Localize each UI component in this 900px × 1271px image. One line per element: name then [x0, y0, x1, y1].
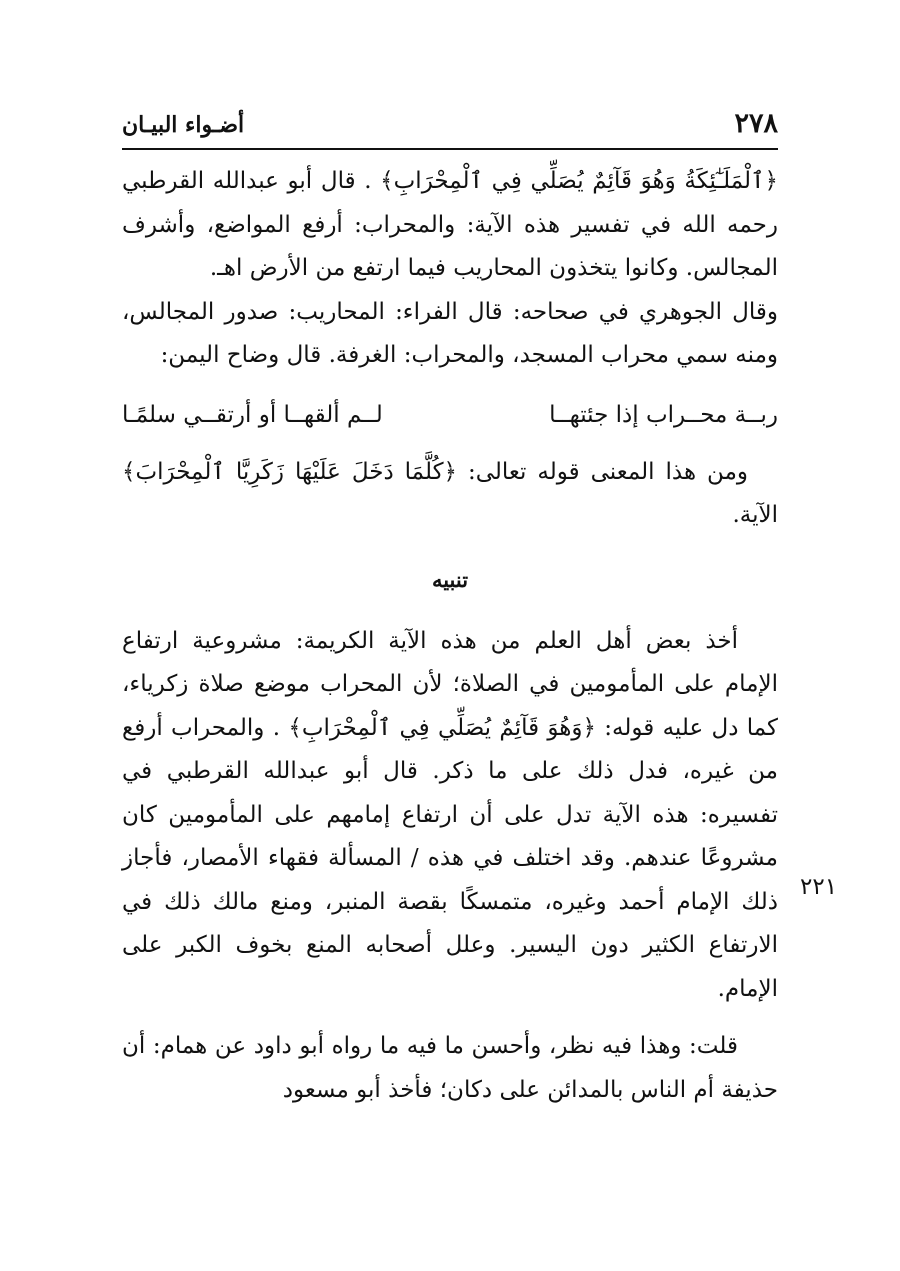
paragraph-jawhari-quote: وقال الجوهري في صحاحه: قال الفراء: المحاريب: صدور المجالس، ومنه سمي محراب المسجد، والمحراب: الغرفة. قال وضاح اليمن: — [122, 298, 778, 368]
page-number: ٢٧٨ — [734, 108, 778, 139]
paragraph-notice: أخذ بعض أهل العلم من هذه الآية الكريمة: مشروعية ارتفاع الإمام على المأمومين في الصلاة؛ لأن المحراب موضع صلاة زكرياء، كما دل عليه قوله: ﴿وَهُوَ قَآئِمٌ يُصَلِّي فِي ٱلْمِحْرَابِ﴾ . والمحراب أرفع من غيره، فدل ذلك على ما ذكر. قال أبو عبدالله القرطبي في تفسيره: هذه الآية تدل على أن ارتفاع إمامهم على المأمومين كان مشروعًا عندهم. وقد اختلف في هذه / المسألة فقهاء الأمصار، فأجاز ذلك الإمام أحمد وغيره، متمسكًا بقصة المنبر، ومنع مالك ذلك في الارتفاع الكثير دون اليسير. وعلل أصحابه المنع بخوف الكبر على الإمام. — [122, 627, 778, 1002]
poem-verse — [122, 394, 778, 437]
paragraph-author-comment: قلت: وهذا فيه نظر، وأحسن ما فيه ما رواه أبو داود عن همام: أن حذيفة أم الناس بالمدائن على دكان؛ فأخذ أبو مسعود — [122, 1033, 778, 1103]
poem-second-hemistich: لــم ألقهــا أو أرتقــي سلمًـا — [122, 401, 383, 428]
margin-page-number: ٢٢١ — [800, 874, 838, 900]
book-page — [122, 108, 778, 1112]
paragraph-mihrab-meaning: ومن هذا المعنى قوله تعالى: ﴿كُلَّمَا دَخَلَ عَلَيْهَا زَكَرِيَّا ٱلْمِحْرَابَ﴾ الآية. — [122, 458, 778, 528]
poem-first-hemistich: ربــة محــراب إذا جئتهــا — [549, 401, 778, 428]
section-heading: تنبيه — [431, 566, 469, 592]
paragraph-quran-verse-commentary: ﴿ٱلْمَلَـٰٓئِكَةُ وَهُوَ قَآئِمٌ يُصَلِّي فِي ٱلْمِحْرَابِ﴾ . قال أبو عبدالله القرطبي رحمه الله في تفسير هذه الآية: والمحراب: أرفع المواضع، وأشرف المجالس. وكانوا يتخذون المحاريب فيما ارتفع من الأرض اهـ. — [122, 168, 778, 281]
running-header — [122, 108, 778, 150]
book-title: أضـواء البيـان — [122, 112, 245, 138]
